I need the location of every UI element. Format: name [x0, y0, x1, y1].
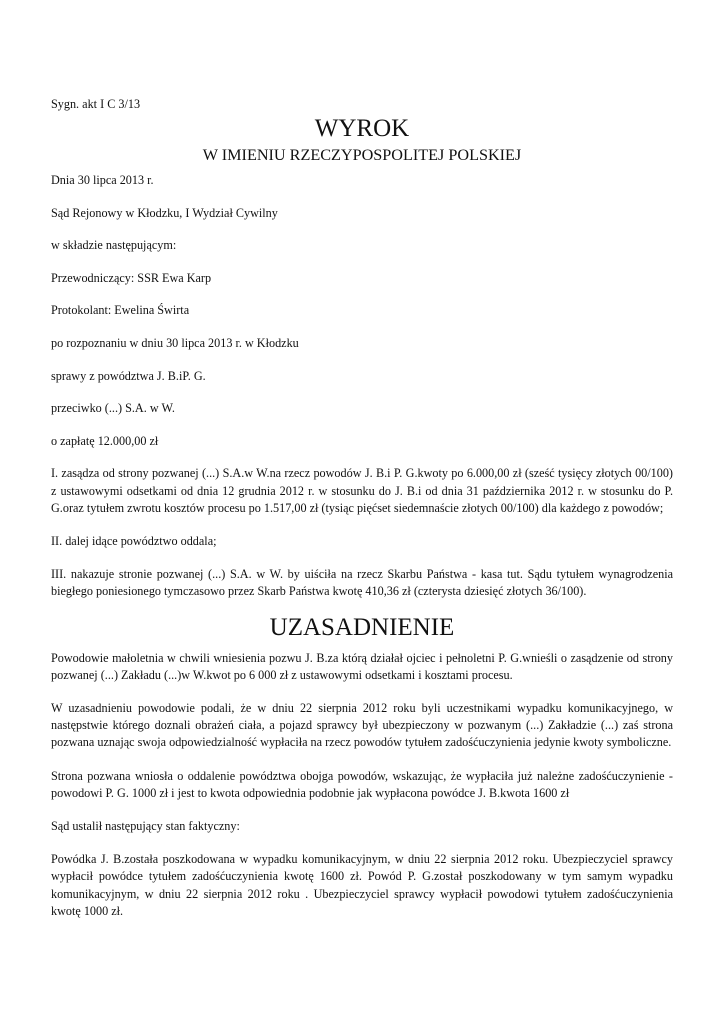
judgment-date: Dnia 30 lipca 2013 r. [51, 173, 154, 187]
judgment-subtitle: W IMIENIU RZECZYPOSPOLITEJ POLSKIEJ [202, 146, 522, 164]
presiding-judge: Przewodniczący: SSR Ewa Karp [51, 270, 212, 285]
justification-paragraph: Powódka J. B.została poszkodowana w wypadku komunikacyjnym, w dniu 22 sierpnia 2012 roku. Ubezpieczyciel sprawcy wypłacił powódce tytułem zadośćuczynienia kwotę 1600 zł. Powód P. G.został poszkodowany w tym samym wypadku komunikacyjnym, w dniu 22 sierpnia 2012 roku . Ubezpieczyciel sprawcy wypłacił powodowi tytułem zadośćuczynienia kwotę 1000 zł. [51, 852, 673, 918]
justification-paragraph: Powodowie małoletnia w chwili wniesienia pozwu J. B.za którą działał ojciec i pełnoletni P. G.wnieśli o zasądzenie od strony pozwanej (...) Zakładu (...)w W.kwot po 6 000 zł z ustawowymi odsetkami i kosztami procesu. [51, 650, 673, 682]
plaintiffs: sprawy z powództwa J. B.iP. G. [51, 368, 206, 383]
claim-amount: o zapłatę 12.000,00 zł [51, 433, 159, 448]
justification-heading: UZASADNIENIE [269, 613, 455, 641]
verdict-point-2: II. dalej idące powództwo oddala; [51, 533, 217, 548]
judgment-title: WYROK [314, 115, 410, 142]
hearing-date: po rozpoznaniu w dniu 30 lipca 2013 r. w Kłodzku [51, 335, 299, 350]
case-signature: Sygn. akt I C 3/13 [51, 97, 141, 111]
bench-composition: w składzie następującym: [51, 238, 177, 253]
defendant: przeciwko (...) S.A. w W. [51, 401, 175, 416]
court-reporter: Protokolant: Ewelina Świrta [51, 303, 190, 318]
verdict-point-1: I. zasądza od strony pozwanej (...) S.A.w W.na rzecz powodów J. B.i P. G.kwoty po 6.000,00 zł (sześć tysięcy złotych 00/100) z ustawowymi odsetkami od dnia 12 grudnia 2012 r. w stosunku do J. B.i od dnia 31 października 2012 r. w stosunku do P. G.oraz tytułem zwrotu kosztów procesu po 1.517,00 zł (tysiąc pięćset siedemnaście złotych 00/100) dla każdego z powodów; [51, 466, 673, 515]
justification-paragraph: Strona pozwana wniosła o oddalenie powództwa obojga powodów, wskazując, że wypłaciła już należne zadośćuczynienie - powodowi P. G. 1000 zł i jest to kwota odpowiednia podobnie jak wypłacona powódce J. B.kwota 1600 zł [51, 768, 673, 800]
justification-paragraph: Sąd ustalił następujący stan faktyczny: [51, 818, 240, 833]
court-name: Sąd Rejonowy w Kłodzku, I Wydział Cywilny [51, 205, 278, 220]
verdict-point-3: III. nakazuje stronie pozwanej (...) S.A. w W. by uiściła na rzecz Skarbu Państwa - kasa tut. Sądu tytułem wynagrodzenia biegłego poniesionego tymczasowo przez Skarb Państwa kwotę 410,36 zł (czterysta dziesięć złotych 36/100). [51, 567, 673, 599]
justification-paragraph: W uzasadnieniu powodowie podali, że w dniu 22 sierpnia 2012 roku byli uczestnikami wypadku komunikacyjnego, w następstwie którego doznali obrażeń ciała, a pojazd sprawcy był ubezpieczony w pozwanym (...) Zakładzie (...) zaś strona pozwana uznając swoja odpowiedzialność wypłaciła na rzecz powodów tytułem zadośćuczynienia jedynie kwoty symboliczne. [51, 700, 673, 750]
court-judgment-document [51, 96, 673, 936]
